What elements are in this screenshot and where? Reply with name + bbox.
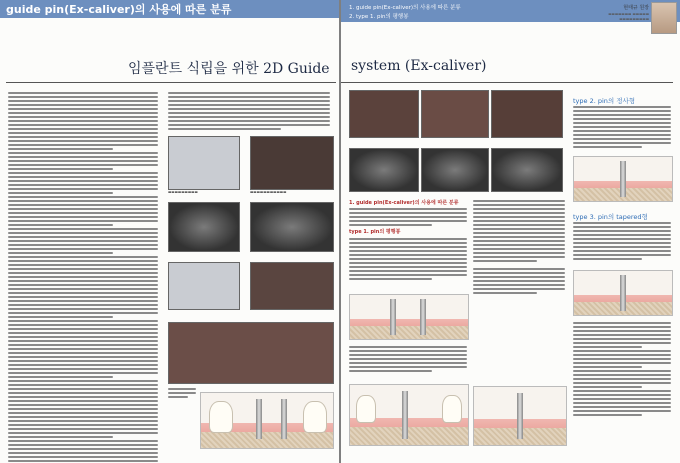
type2-heading: type 2. pin의 정사형 [573, 97, 636, 105]
author-photo [651, 2, 677, 34]
right-banner-line-2: 2. type 1. pin의 평행봉 [349, 14, 409, 20]
figure-right-1 [349, 90, 419, 138]
type3-heading: type 3. pin의 tapered형 [573, 213, 648, 221]
left-col1-text [8, 92, 158, 463]
left-banner-title: guide pin(Ex-caliver)의 사용에 따른 분류 [6, 3, 232, 16]
caption-fig1: ▬▬▬▬▬▬▬▬▬ [168, 190, 198, 194]
figure-right-2 [421, 90, 489, 138]
illustration-type3 [573, 270, 673, 316]
figure-clinical-wide [168, 322, 334, 384]
article-title-left: 임플란트 식립을 위한 2D Guide [128, 61, 330, 77]
article-title-right: system (Ex-caliver) [351, 58, 487, 74]
type1-heading: type 1. pin의 평행봉 [349, 229, 401, 235]
illustration-type2 [573, 156, 673, 202]
author-block [591, 2, 677, 42]
right-col1-text-b [349, 238, 467, 282]
right-col2-text-a [473, 200, 565, 264]
figure-xray-1 [168, 202, 240, 252]
figure-right-3 [491, 90, 563, 138]
illustration-col2 [473, 386, 567, 446]
figure-instrument [168, 262, 240, 310]
right-banner-line-1: 1. guide pin(Ex-caliver)의 사용에 따른 분류 [349, 5, 461, 11]
right-col3-text-c [573, 322, 671, 418]
section-heading-1: 1. guide pin(Ex-caliver)의 사용에 따른 분류 [349, 200, 459, 206]
right-col2-text-b [473, 268, 565, 296]
figure-right-xray-2 [421, 148, 489, 192]
figure-model-photo [168, 136, 240, 190]
author-affiliation: ▬▬▬▬▬▬▬ ▬▬▬▬▬ ▬▬▬▬▬▬▬▬▬ [608, 12, 649, 21]
caption-fig2: ▬▬▬▬▬▬▬▬▬▬▬ [250, 190, 287, 194]
illustration-implant-left [200, 392, 334, 449]
right-col3-text-a [573, 106, 671, 150]
right-col3-text-b [573, 222, 671, 262]
left-col2-bottom-text [168, 388, 196, 400]
illustration-type1 [349, 294, 469, 340]
author-name: 현태규 원장 [623, 5, 649, 11]
right-page [341, 0, 680, 463]
left-col2-text [168, 92, 330, 132]
figure-right-xray-1 [349, 148, 419, 192]
title-rule-left [6, 82, 336, 83]
left-page [0, 0, 339, 463]
title-rule-right [341, 82, 673, 83]
figure-intraoral-pins [250, 136, 334, 190]
figure-intraoral-2 [250, 262, 334, 310]
illustration-type1-b [349, 384, 469, 446]
left-banner [0, 0, 339, 18]
figure-xray-2 [250, 202, 334, 252]
figure-right-xray-3 [491, 148, 563, 192]
right-col1-text-a [349, 208, 467, 228]
right-col1-text-c [349, 346, 467, 374]
